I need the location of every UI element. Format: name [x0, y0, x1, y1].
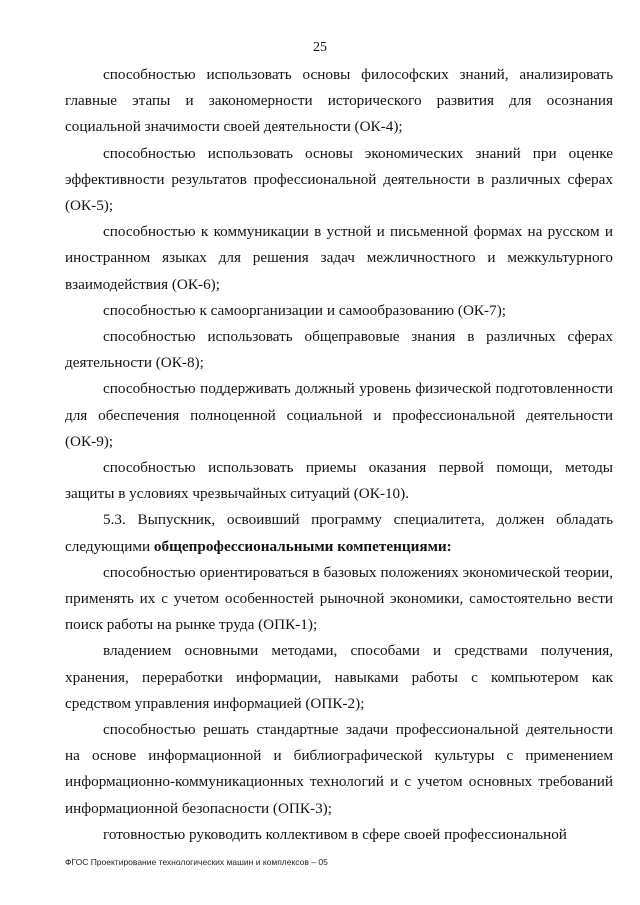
section-5-3-bold-term: общепрофессиональными компетенциями:: [153, 537, 452, 555]
competency-opk-4-partial: готовностью руководить коллективом в сфере своей профессиональной: [103, 825, 567, 843]
competency-ok-10: способностью использовать приемы оказания первой помощи, методы защиты в условиях чрезвычайных ситуаций (ОК-10).: [65, 459, 613, 503]
competency-ok-8: способностью использовать общеправовые знания в различных сферах деятельности (ОК-8);: [65, 328, 613, 372]
competency-opk-1: способностью ориентироваться в базовых положениях экономической теории, применять их с учетом особенностей рыночной экономики, самостоятельно вести поиск работы на рынке труда (ОПК-1);: [65, 563, 613, 634]
competency-ok-7: способностью к самоорганизации и самообразованию (ОК-7);: [103, 301, 506, 319]
competency-ok-6: способностью к коммуникации в устной и письменной формах на русском и иностранном языках для решения задач межличностного и межкультурного взаимодействия (ОК-6);: [65, 223, 613, 293]
competency-opk-2: владением основными методами, способами и средствами получения, хранения, переработки информации, навыками работы с компьютером как средством управления информацией (ОПК-2);: [65, 642, 613, 712]
section-5-3-intro: [65, 507, 613, 559]
section-5-3-text: 5.3. Выпускник, освоивший программу специалитета, должен обладать следующими: [65, 511, 613, 555]
competency-ok-5: способностью использовать основы экономических знаний при оценке эффективности результатов профессиональной деятельности в различных сферах (ОК-5);: [65, 144, 613, 215]
document-body: [65, 62, 613, 848]
page-footer: ФГОС Проектирование технологических машин и комплексов – 05: [65, 857, 328, 867]
competency-ok-4: способностью использовать основы философских знаний, анализировать главные этапы и закономерности исторического развития для осознания социальной значимости своей деятельности (ОК-4);: [65, 66, 613, 136]
competency-ok-9: способностью поддерживать должный уровень физической подготовленности для обеспечения полноценной социальной и профессиональной деятельности (ОК-9);: [65, 380, 613, 450]
competency-opk-3: способностью решать стандартные задачи профессиональной деятельности на основе информационной и библиографической культуры с применением информационно-коммуникационных технологий и с учетом основных требований информационной безопасности (ОПК-3);: [65, 721, 613, 817]
page-number: 25: [313, 40, 327, 55]
